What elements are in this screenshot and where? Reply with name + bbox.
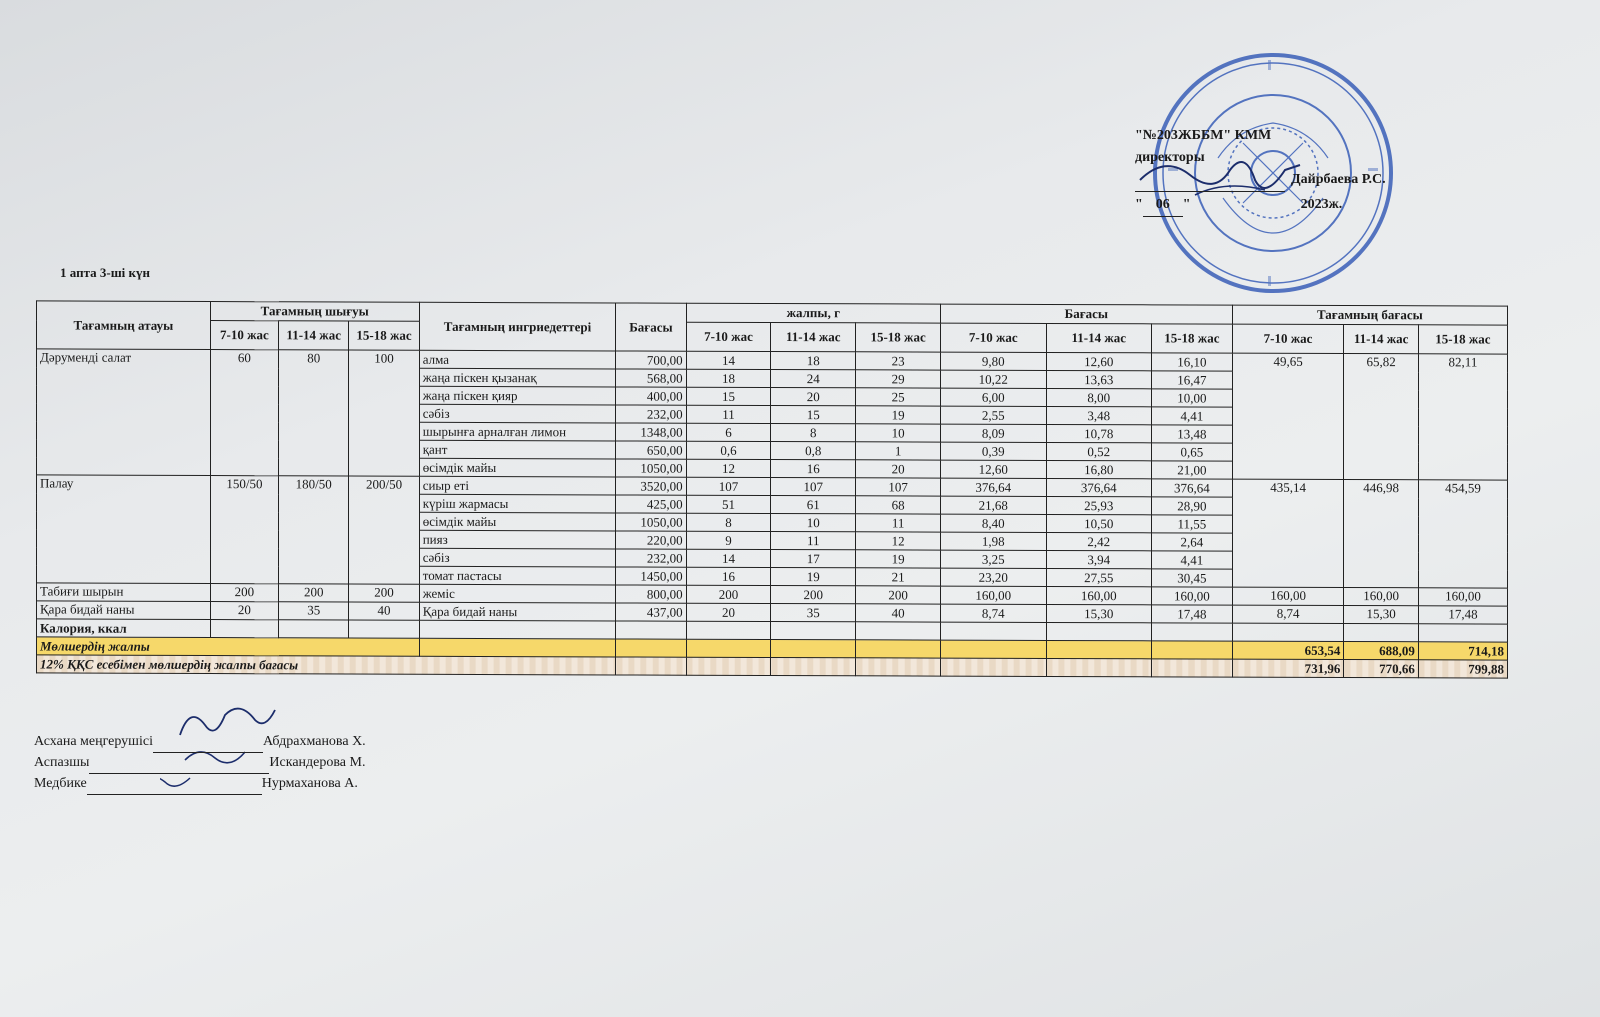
ingredient-price: 800,00 [616, 585, 686, 603]
ingredient-cost: 376,64 [1046, 478, 1152, 496]
ingredient-name: алма [419, 350, 616, 369]
ingredient-cost: 16,47 [1152, 371, 1233, 389]
ingredient-name: қант [419, 440, 616, 459]
header-age: 7-10 жас [941, 323, 1047, 352]
ingredient-cost: 16,10 [1152, 353, 1233, 371]
header-age: 15-18 жас [856, 323, 941, 352]
gross-weight: 14 [686, 351, 771, 369]
ingredient-price: 1050,00 [616, 513, 686, 531]
gross-weight: 107 [856, 478, 941, 496]
gross-weight: 15 [771, 405, 856, 423]
ingredient-cost: 17,48 [1152, 605, 1233, 623]
ingredient-cost: 160,00 [1046, 586, 1152, 604]
header-age: 11-14 жас [1344, 324, 1418, 353]
ingredient-price: 232,00 [616, 549, 686, 567]
sum-value: 653,54 [1232, 641, 1344, 659]
ingredient-cost: 376,64 [1152, 479, 1233, 497]
ingredient-price: 3520,00 [616, 477, 686, 495]
header-age: 7-10 жас [1232, 324, 1344, 353]
ingredient-name: пияз [419, 530, 616, 549]
dish-yield: 150/50 [210, 476, 278, 584]
ingredient-cost: 0,65 [1152, 443, 1233, 461]
staff-row [34, 732, 366, 753]
sum-value: 714,18 [1418, 642, 1507, 660]
dish-cost: 49,65 [1232, 353, 1344, 479]
dish-cost: 8,74 [1232, 605, 1344, 623]
gross-weight: 21 [856, 568, 941, 586]
dish-name: Дәруменді салат [37, 349, 211, 476]
gross-weight: 12 [856, 532, 941, 550]
gross-weight: 16 [771, 459, 856, 477]
vat-value: 731,96 [1232, 659, 1344, 677]
gross-weight: 17 [771, 549, 856, 567]
ingredient-price: 425,00 [616, 495, 686, 513]
staff-block [34, 732, 366, 795]
staff-role: Аспазшы [34, 755, 90, 770]
ingredient-cost: 2,55 [941, 406, 1047, 424]
ingredient-cost: 4,41 [1152, 551, 1233, 569]
menu-table [36, 300, 1508, 678]
gross-weight: 0,8 [771, 441, 856, 459]
ingredient-cost: 10,00 [1152, 389, 1233, 407]
gross-weight: 19 [856, 550, 941, 568]
gross-weight: 29 [856, 370, 941, 388]
staff-role: Асхана меңгерушісі [34, 734, 153, 749]
dish-cost: 454,59 [1418, 480, 1507, 588]
ingredient-cost: 3,25 [941, 550, 1047, 568]
gross-weight: 40 [856, 604, 941, 622]
gross-weight: 19 [771, 567, 856, 585]
ingredient-name: жаңа піскен қызанақ [419, 368, 616, 387]
ingredient-cost: 160,00 [1152, 587, 1233, 605]
dish-name: Қара бидай наны [37, 601, 211, 620]
ingredient-cost: 3,94 [1046, 550, 1152, 568]
approval-role: директоры [1135, 150, 1205, 165]
gross-weight: 51 [686, 495, 771, 513]
header-age: 11-14 жас [279, 321, 349, 350]
vat-label: 12% ҚҚС есебімен мөлшердің жалпы бағасы [37, 655, 616, 675]
ingredient-cost: 0,52 [1046, 442, 1152, 460]
dish-yield: 100 [349, 350, 419, 476]
gross-weight: 61 [771, 495, 856, 513]
dish-yield: 40 [349, 602, 419, 620]
ingredient-cost: 8,00 [1046, 388, 1152, 406]
dish-cost: 446,98 [1344, 479, 1418, 587]
dish-cost: 160,00 [1418, 588, 1507, 606]
dish-cost: 15,30 [1344, 605, 1418, 623]
gross-weight: 107 [686, 477, 771, 495]
gross-weight: 20 [856, 460, 941, 478]
gross-weight: 23 [856, 352, 941, 370]
ingredient-price: 437,00 [616, 603, 686, 621]
ingredient-cost: 12,60 [1046, 352, 1152, 370]
header-yield: Тағамның шығуы [210, 302, 419, 322]
staff-role: Медбике [34, 776, 87, 791]
gross-weight: 68 [856, 496, 941, 514]
staff-name: Нурмаханова А. [261, 776, 358, 791]
ingredient-cost: 6,00 [941, 388, 1047, 406]
ingredient-cost: 12,60 [941, 460, 1047, 478]
ingredient-name: сиыр еті [419, 476, 616, 495]
dish-cost: 65,82 [1344, 353, 1418, 479]
header-dish-cost: Тағамның бағасы [1232, 305, 1507, 325]
approval-block [1135, 125, 1435, 217]
ingredient-name: сәбіз [419, 548, 616, 567]
gross-weight: 14 [686, 549, 771, 567]
ingredient-cost: 11,55 [1152, 515, 1233, 533]
ingredient-cost: 10,22 [941, 370, 1047, 388]
ingredient-name: жеміс [419, 584, 616, 603]
header-gross: жалпы, г [686, 303, 940, 323]
ingredient-cost: 376,64 [941, 478, 1047, 496]
vat-row [37, 655, 1508, 678]
ingredient-name: шырынға арналған лимон [419, 422, 616, 441]
gross-weight: 25 [856, 388, 941, 406]
ingredient-cost: 25,93 [1046, 496, 1152, 514]
header-age: 15-18 жас [1418, 325, 1507, 354]
ingredient-price: 568,00 [616, 369, 686, 387]
ingredient-price: 1348,00 [616, 423, 686, 441]
calories-label: Калория, ккал [37, 619, 211, 638]
ingredient-price: 1050,00 [616, 459, 686, 477]
gross-weight: 35 [771, 603, 856, 621]
gross-weight: 20 [686, 603, 771, 621]
dish-yield: 80 [279, 350, 349, 476]
ingredient-price: 700,00 [616, 351, 686, 369]
approval-date-day: 06 [1143, 194, 1183, 217]
dish-cost: 160,00 [1344, 587, 1418, 605]
ingredient-cost: 21,68 [941, 496, 1047, 514]
gross-weight: 10 [856, 424, 941, 442]
header-age: 11-14 жас [1046, 323, 1152, 352]
header-price: Бағасы [616, 303, 686, 351]
gross-weight: 1 [856, 442, 941, 460]
gross-weight: 200 [686, 585, 771, 603]
ingredient-price: 650,00 [616, 441, 686, 459]
gross-weight: 18 [686, 369, 771, 387]
sum-label: Мөлшердің жалпы [37, 637, 420, 656]
gross-weight: 8 [686, 513, 771, 531]
ingredient-cost: 21,00 [1152, 461, 1233, 479]
ingredient-cost: 10,78 [1046, 424, 1152, 442]
ingredient-cost: 13,48 [1152, 425, 1233, 443]
dish-yield: 35 [279, 602, 349, 620]
menu-body [37, 349, 1508, 624]
approval-org: "№203ЖББМ" КММ [1135, 128, 1272, 143]
gross-weight: 20 [771, 387, 856, 405]
header-cost: Бағасы [941, 304, 1233, 324]
staff-name: Искандерова М. [269, 755, 366, 770]
dish-cost: 160,00 [1232, 587, 1344, 605]
ingredient-name: өсімдік майы [419, 512, 616, 531]
ingredient-price: 232,00 [616, 405, 686, 423]
staff-row [34, 774, 366, 795]
gross-weight: 200 [771, 585, 856, 603]
ingredient-cost: 8,74 [941, 604, 1047, 622]
ingredient-cost: 13,63 [1046, 370, 1152, 388]
gross-weight: 10 [771, 513, 856, 531]
header-age: 15-18 жас [349, 321, 419, 350]
ingredient-cost: 16,80 [1046, 460, 1152, 478]
approval-name: Дайрбаева Р.С. [1291, 172, 1386, 187]
vat-value: 799,88 [1418, 660, 1507, 678]
dish-name: Табиғи шырын [37, 583, 211, 602]
header-age: 7-10 жас [210, 321, 278, 350]
ingredient-cost: 2,64 [1152, 533, 1233, 551]
gross-weight: 15 [686, 387, 771, 405]
gross-weight: 11 [856, 514, 941, 532]
ingredient-cost: 10,50 [1046, 514, 1152, 532]
ingredient-cost: 160,00 [941, 586, 1047, 604]
sum-value: 688,09 [1344, 641, 1418, 659]
ingredient-cost: 8,09 [941, 424, 1047, 442]
header-ingredients: Тағамның ингриедеттері [419, 302, 616, 351]
ingredient-name: томат пастасы [419, 566, 616, 585]
ingredient-cost: 30,45 [1152, 569, 1233, 587]
approval-sign-line [1135, 169, 1285, 192]
approval-date-year: 2023ж. [1300, 197, 1343, 212]
header-dish-name: Тағамның атауы [37, 301, 211, 350]
staff-name: Абдрахманова Х. [262, 734, 366, 749]
gross-weight: 107 [771, 477, 856, 495]
gross-weight: 11 [686, 405, 771, 423]
vat-value: 770,66 [1344, 659, 1418, 677]
ingredient-cost: 23,20 [941, 568, 1047, 586]
ingredient-name: Қара бидай наны [419, 602, 616, 621]
gross-weight: 19 [856, 406, 941, 424]
dish-yield: 180/50 [279, 476, 349, 584]
dish-yield: 200 [210, 584, 278, 602]
ingredient-cost: 27,55 [1046, 568, 1152, 586]
gross-weight: 9 [686, 531, 771, 549]
dish-cost: 17,48 [1418, 606, 1507, 624]
header-age: 7-10 жас [686, 322, 771, 351]
ingredient-price: 1450,00 [616, 567, 686, 585]
gross-weight: 12 [686, 459, 771, 477]
gross-weight: 0,6 [686, 441, 771, 459]
ingredient-name: сәбіз [419, 404, 616, 423]
day-title: 1 апта 3-ші күн [60, 265, 151, 280]
staff-row [34, 753, 366, 774]
dish-yield: 200 [349, 584, 419, 602]
ingredient-cost: 2,42 [1046, 532, 1152, 550]
ingredient-name: жаңа піскен қияр [419, 386, 616, 405]
gross-weight: 200 [856, 586, 941, 604]
ingredient-cost: 1,98 [941, 532, 1047, 550]
header-age: 11-14 жас [771, 322, 856, 351]
dish-cost: 435,14 [1232, 479, 1344, 587]
gross-weight: 24 [771, 369, 856, 387]
ingredient-name: өсімдік майы [419, 458, 616, 477]
gross-weight: 16 [686, 567, 771, 585]
dish-yield: 200/50 [349, 476, 419, 584]
ingredient-cost: 28,90 [1152, 497, 1233, 515]
dish-cost: 82,11 [1418, 354, 1507, 480]
gross-weight: 18 [771, 351, 856, 369]
dish-yield: 60 [210, 350, 278, 476]
ingredient-cost: 8,40 [941, 514, 1047, 532]
dish-name: Палау [37, 475, 211, 584]
approval-date: " 06 " 2023ж. [1135, 194, 1435, 217]
gross-weight: 6 [686, 423, 771, 441]
ingredient-cost: 9,80 [941, 352, 1047, 370]
header-age: 15-18 жас [1152, 324, 1233, 353]
gross-weight: 8 [771, 423, 856, 441]
ingredient-name: күріш жармасы [419, 494, 616, 513]
ingredient-cost: 0,39 [941, 442, 1047, 460]
ingredient-cost: 3,48 [1046, 406, 1152, 424]
dish-yield: 20 [210, 602, 278, 620]
dish-yield: 200 [279, 584, 349, 602]
ingredient-cost: 4,41 [1152, 407, 1233, 425]
ingredient-price: 220,00 [616, 531, 686, 549]
ingredient-price: 400,00 [616, 387, 686, 405]
gross-weight: 11 [771, 531, 856, 549]
ingredient-cost: 15,30 [1046, 604, 1152, 622]
